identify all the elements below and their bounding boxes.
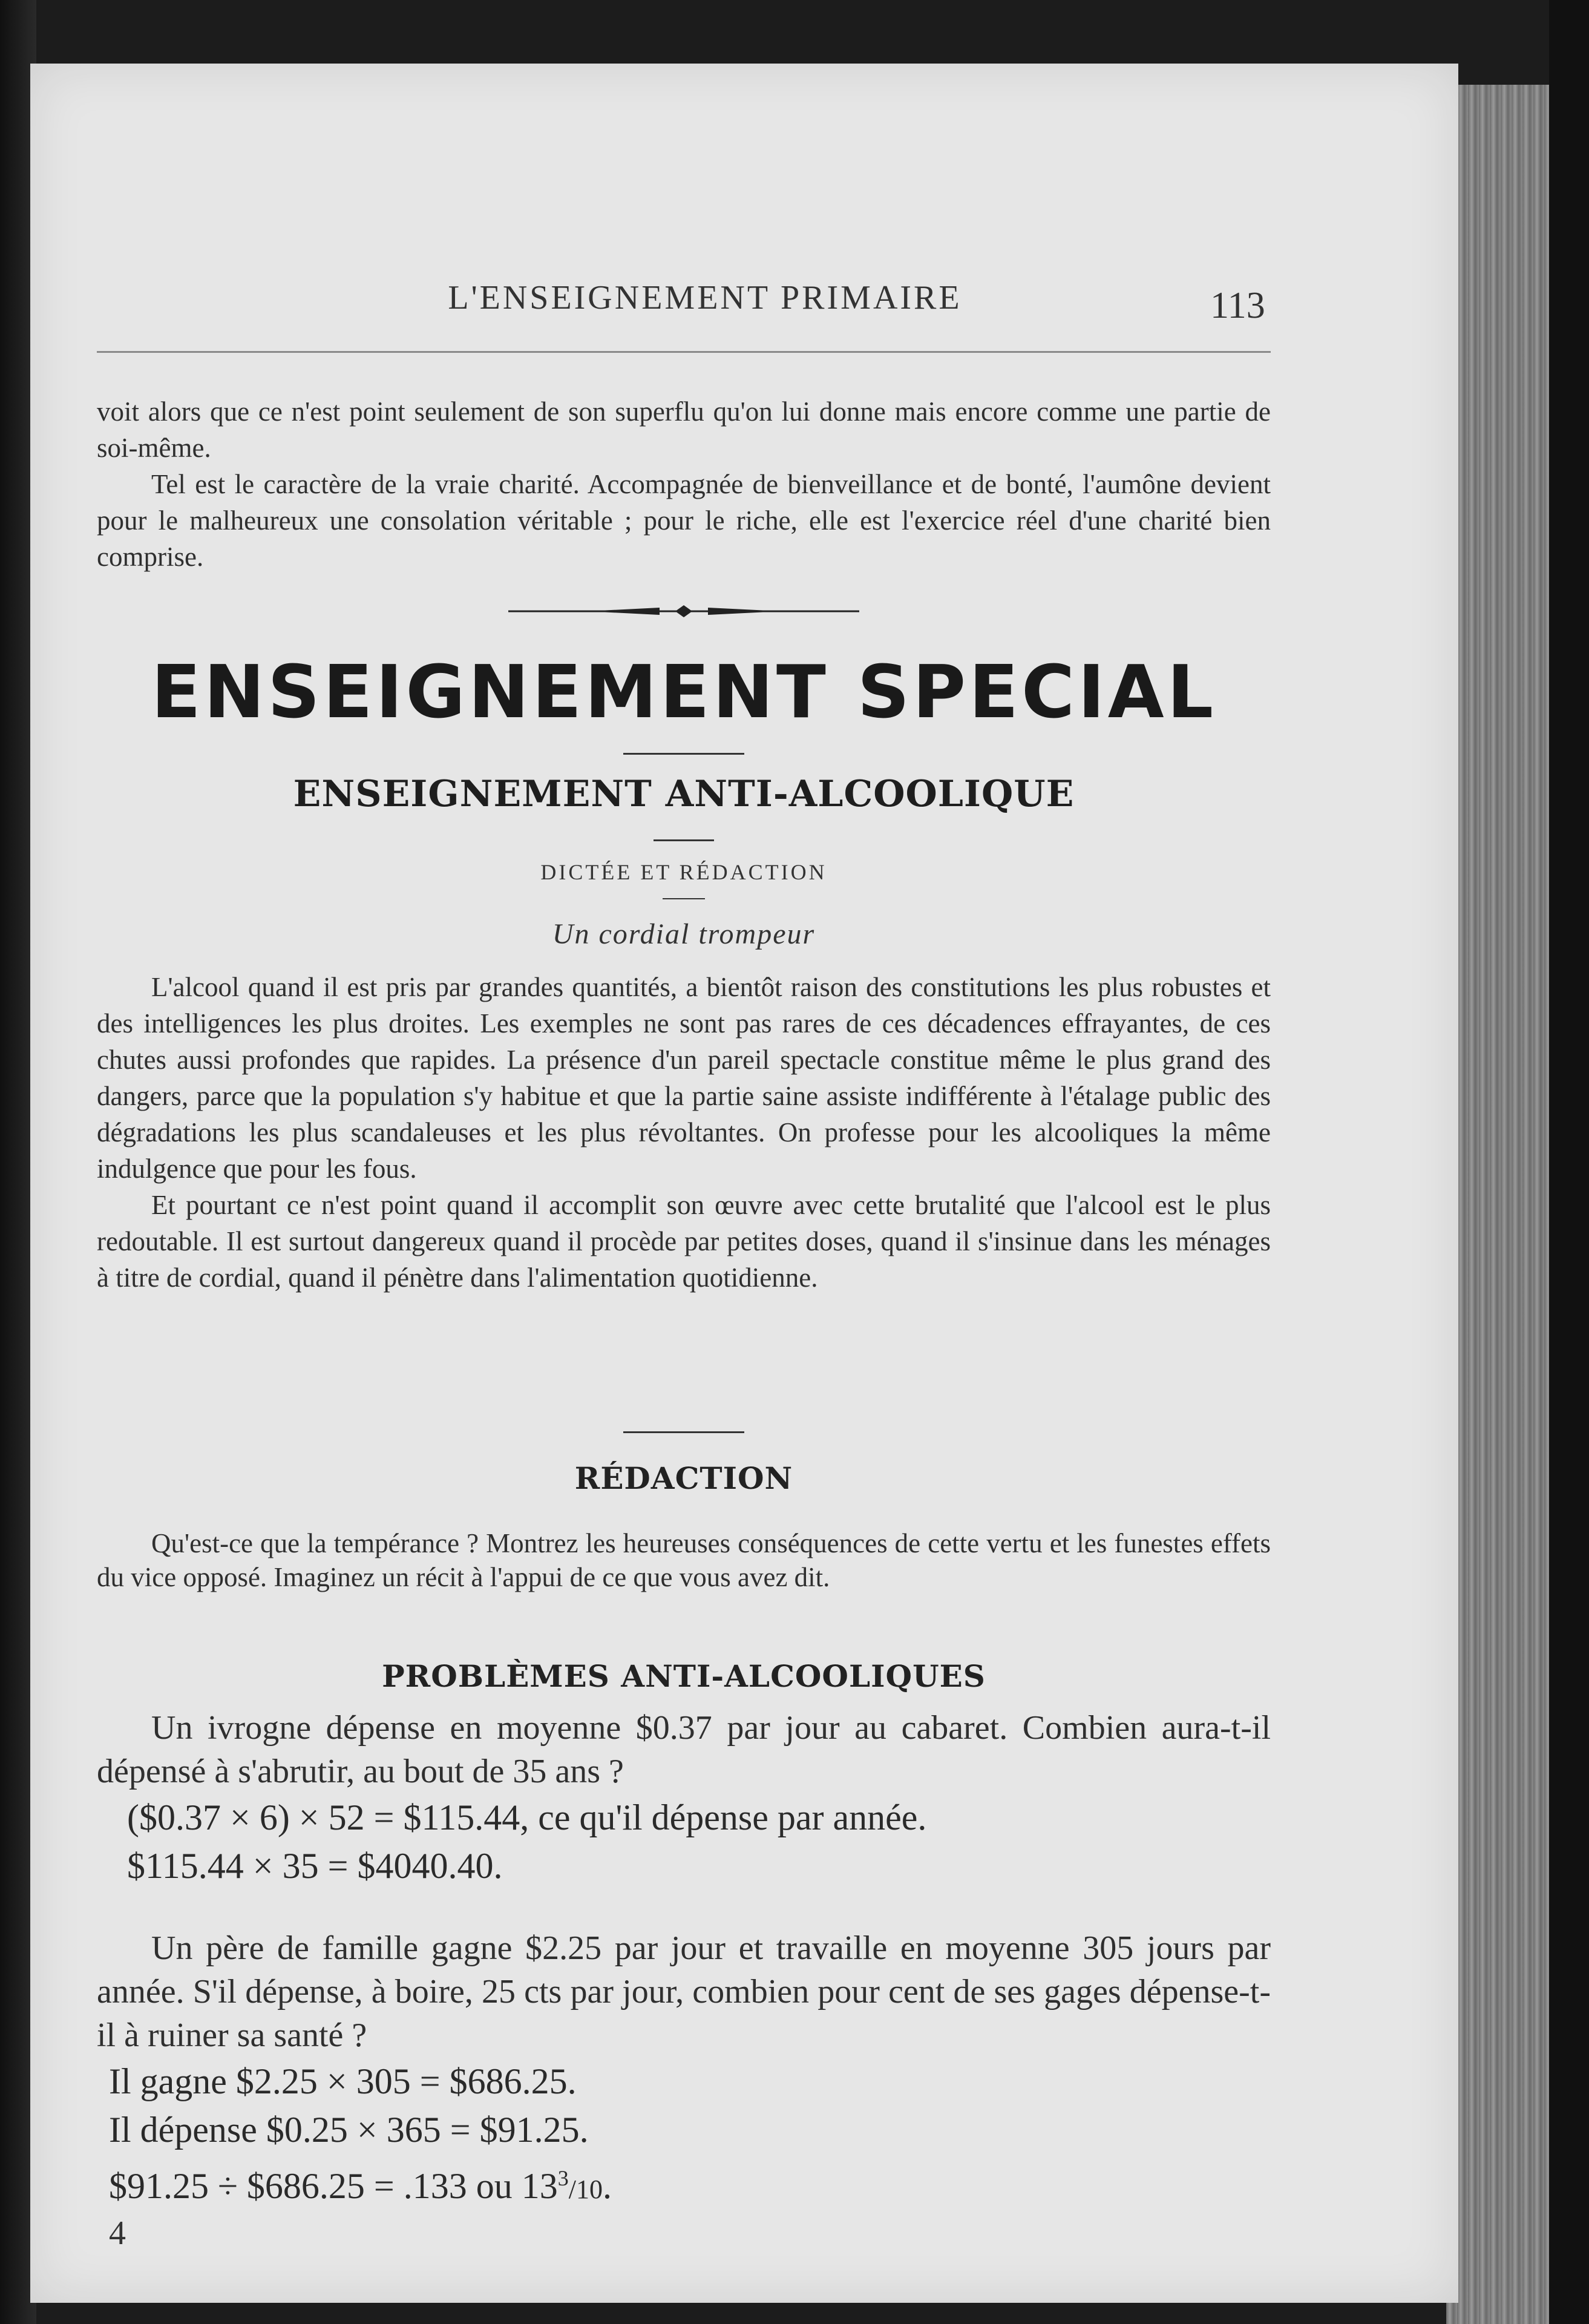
subtitle-rule — [654, 839, 714, 841]
redaction-rule — [623, 1431, 744, 1433]
redaction-heading: RÉDACTION — [574, 1460, 793, 1496]
fraction-end: . — [603, 2166, 612, 2206]
dictation-paragraph: Et pourtant ce n'est point quand il accomplit son œuvre avec cette brutalité que l'alcool est le plus redoutable. Il est surtout dangereux quand il procède par petites doses, quand il s'insinue dans les ménages à titre de cordial, quand il pénètre dans l'alimentation quotidienne. — [97, 1190, 1271, 1293]
problem-2-calc: Il dépense $0.25 × 365 = $91.25. — [109, 2110, 589, 2150]
section-subtitle: ENSEIGNEMENT ANTI-ALCOOLIQUE — [293, 773, 1075, 815]
intro-paragraph: Tel est le caractère de la vraie charité. Accompagnée de bienveillance et de bonté, l'aumône devient pour le malheureux une consolation véritable ; pour le riche, elle est l'exercice réel d'une charité bien comprise. — [97, 469, 1271, 572]
ornament-icon — [508, 602, 859, 620]
special-section — [97, 651, 1271, 1296]
signature-mark: 4 — [109, 2214, 126, 2252]
fraction-denominator: /10 — [568, 2175, 603, 2204]
fraction-main: $91.25 ÷ $686.25 = .133 ou 13 — [109, 2166, 558, 2206]
dictation-label: DICTÉE ET RÉDACTION — [540, 860, 827, 884]
problem-1-calc: ($0.37 × 6) × 52 = $115.44, ce qu'il dépense par année. — [127, 1797, 927, 1837]
intro-paragraph: voit alors que ce n'est point seulement de son superflu qu'on lui donne mais encore comme une partie de soi-même. — [97, 396, 1271, 463]
problem-2-text: Un père de famille gagne $2.25 par jour et travaille en moyenne 305 jours par année. S'il dépense, à boire, 25 cts par jour, combien pour cent de ses gages dépense-t-il à ruiner sa santé ? — [97, 1929, 1271, 2054]
ornament-divider — [97, 602, 1271, 620]
problems-heading: PROBLÈMES ANTI-ALCOOLIQUES — [382, 1658, 986, 1694]
label-rule — [663, 898, 705, 899]
problem-1-calc: $115.44 × 35 = $4040.40. — [127, 1846, 503, 1886]
redaction-text: Qu'est-ce que la tempérance ? Montrez les heureuses conséquences de cette vertu et les funestes effets du vice opposé. Imaginez un récit à l'appui de ce que vous avez dit. — [97, 1528, 1271, 1592]
problems-section — [97, 1658, 1271, 2253]
redaction-section — [97, 1431, 1271, 1594]
header-rule — [97, 351, 1271, 353]
dictation-title: Un cordial trompeur — [552, 918, 816, 950]
dictation-paragraph: L'alcool quand il est pris par grandes quantités, a bientôt raison des constitutions les plus robustes et des intelligences les plus droites. Les exemples ne sont pas rares de ces décadences effrayantes, de ces chutes aussi profondes que rapides. La présence d'un pareil spectacle constitue même le plus grand des dangers, parce que la population s'y habitue et que la partie saine assiste indifférente à l'étalage public des dégradations les plus scandaleuses et les plus révoltantes. On professe pour les alcooliques la même indulgence que pour les fous. — [97, 972, 1271, 1184]
book-cover-edge — [1549, 0, 1589, 2324]
problem-2-calc-fraction — [97, 2154, 1271, 2214]
fraction-numerator: 3 — [557, 2166, 569, 2190]
title-rule — [623, 753, 744, 755]
problem-1-text: Un ivrogne dépense en moyenne $0.37 par jour au cabaret. Combien aura-t-il dépensé à s'abrutir, au bout de 35 ans ? — [97, 1709, 1271, 1790]
section-title: ENSEIGNEMENT SPECIAL — [151, 651, 1217, 735]
book-page — [30, 64, 1458, 2303]
intro-block — [97, 393, 1271, 575]
page-number: 113 — [1210, 285, 1265, 326]
problem-2-calc: Il gagne $2.25 × 305 = $686.25. — [109, 2061, 577, 2101]
running-head: L'ENSEIGNEMENT PRIMAIRE — [448, 279, 962, 317]
